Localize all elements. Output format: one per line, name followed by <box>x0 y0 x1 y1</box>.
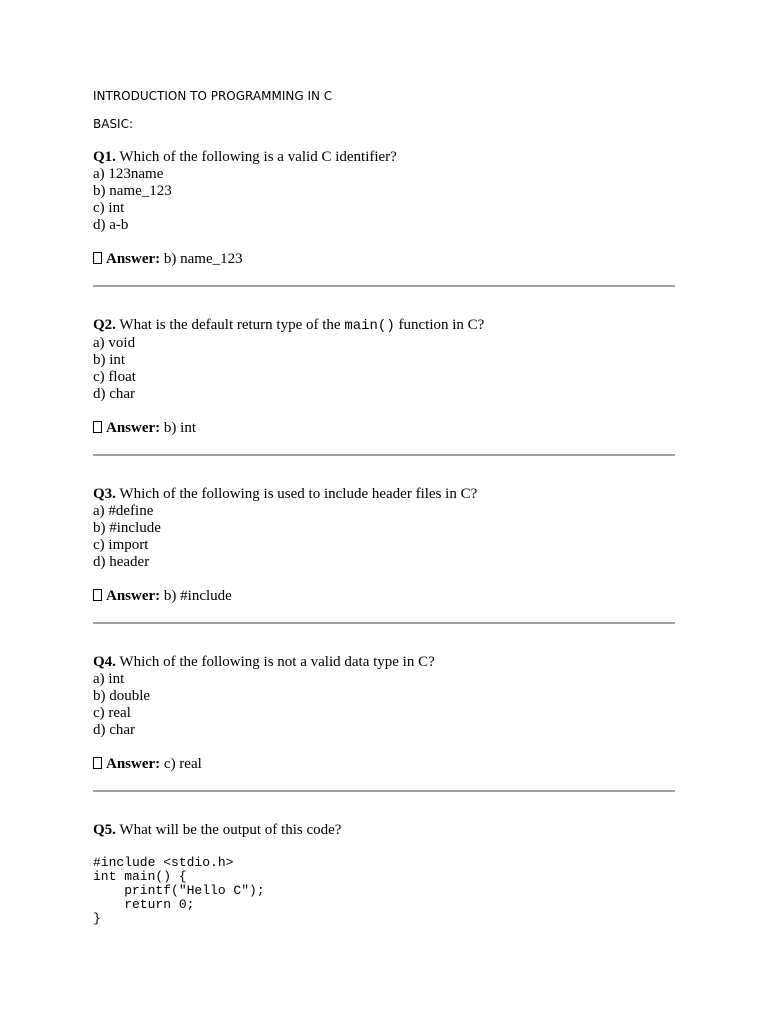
question-4-answer <box>93 756 675 773</box>
question-1-number: Q1. <box>93 149 116 165</box>
question-3-number: Q3. <box>93 486 116 502</box>
question-4-option-b: b) double <box>93 688 151 704</box>
divider <box>93 454 675 456</box>
question-1-option-a: a) 123name <box>93 166 164 182</box>
question-3-answer-value: b) #include <box>163 588 232 604</box>
question-5 <box>93 822 675 926</box>
question-1-option-d: d) a-b <box>93 217 129 233</box>
question-4-option-c: c) real <box>93 705 131 721</box>
question-2-prompt <box>93 317 675 335</box>
question-4-prompt <box>93 654 675 671</box>
checkbox-icon <box>93 589 102 601</box>
question-1-answer-value: b) name_123 <box>163 251 243 267</box>
question-3-option-c: c) import <box>93 537 149 553</box>
divider <box>93 285 675 287</box>
question-3-prompt <box>93 486 675 503</box>
question-1-answer-label: Answer: <box>106 251 161 267</box>
code-block <box>93 856 675 926</box>
question-2-option-b: b) int <box>93 352 126 368</box>
question-4-answer-value: c) real <box>163 756 202 772</box>
question-2-answer <box>93 420 675 437</box>
question-5-prompt <box>93 822 675 839</box>
question-1-prompt <box>93 149 675 166</box>
code-line: } <box>93 911 101 926</box>
question-4 <box>93 654 675 773</box>
question-1-option-c: c) int <box>93 200 125 216</box>
question-3-answer-label: Answer: <box>106 588 161 604</box>
code-line: int main() { <box>93 869 187 884</box>
question-2-option-d: d) char <box>93 386 136 402</box>
question-3-option-d: d) header <box>93 554 150 570</box>
code-line: return 0; <box>93 897 195 912</box>
question-4-number: Q4. <box>93 654 116 670</box>
question-5-number: Q5. <box>93 822 116 838</box>
document-page <box>93 88 675 926</box>
question-2-text-before: What is the default return type of the <box>119 317 341 333</box>
code-line: printf("Hello C"); <box>93 883 265 898</box>
question-2-option-c: c) float <box>93 369 136 385</box>
question-2-answer-label: Answer: <box>106 420 161 436</box>
question-2-option-a: a) void <box>93 335 136 351</box>
question-1 <box>93 149 675 268</box>
question-4-option-d: d) char <box>93 722 136 738</box>
question-2-code: main() <box>344 318 395 334</box>
checkbox-icon <box>93 252 102 264</box>
question-3-option-a: a) #define <box>93 503 154 519</box>
question-4-option-a: a) int <box>93 671 125 687</box>
question-4-answer-label: Answer: <box>106 756 161 772</box>
code-line: #include <stdio.h> <box>93 855 234 870</box>
document-title: INTRODUCTION TO PROGRAMMING IN C <box>93 89 333 103</box>
question-3 <box>93 486 675 605</box>
question-5-text: What will be the output of this code? <box>119 822 342 838</box>
checkbox-icon <box>93 757 102 769</box>
question-2-number: Q2. <box>93 317 116 333</box>
question-3-text: Which of the following is used to include header files in C? <box>119 486 478 502</box>
question-2-text-after: function in C? <box>398 317 485 333</box>
checkbox-icon <box>93 421 102 433</box>
question-2 <box>93 317 675 437</box>
question-2-answer-value: b) int <box>163 420 196 436</box>
question-1-answer <box>93 251 675 268</box>
divider <box>93 622 675 624</box>
question-3-option-b: b) #include <box>93 520 161 536</box>
divider <box>93 790 675 792</box>
question-3-answer <box>93 588 675 605</box>
question-4-text: Which of the following is not a valid data type in C? <box>119 654 435 670</box>
question-1-option-b: b) name_123 <box>93 183 172 199</box>
section-heading: BASIC: <box>93 117 134 131</box>
question-1-text: Which of the following is a valid C identifier? <box>119 149 397 165</box>
